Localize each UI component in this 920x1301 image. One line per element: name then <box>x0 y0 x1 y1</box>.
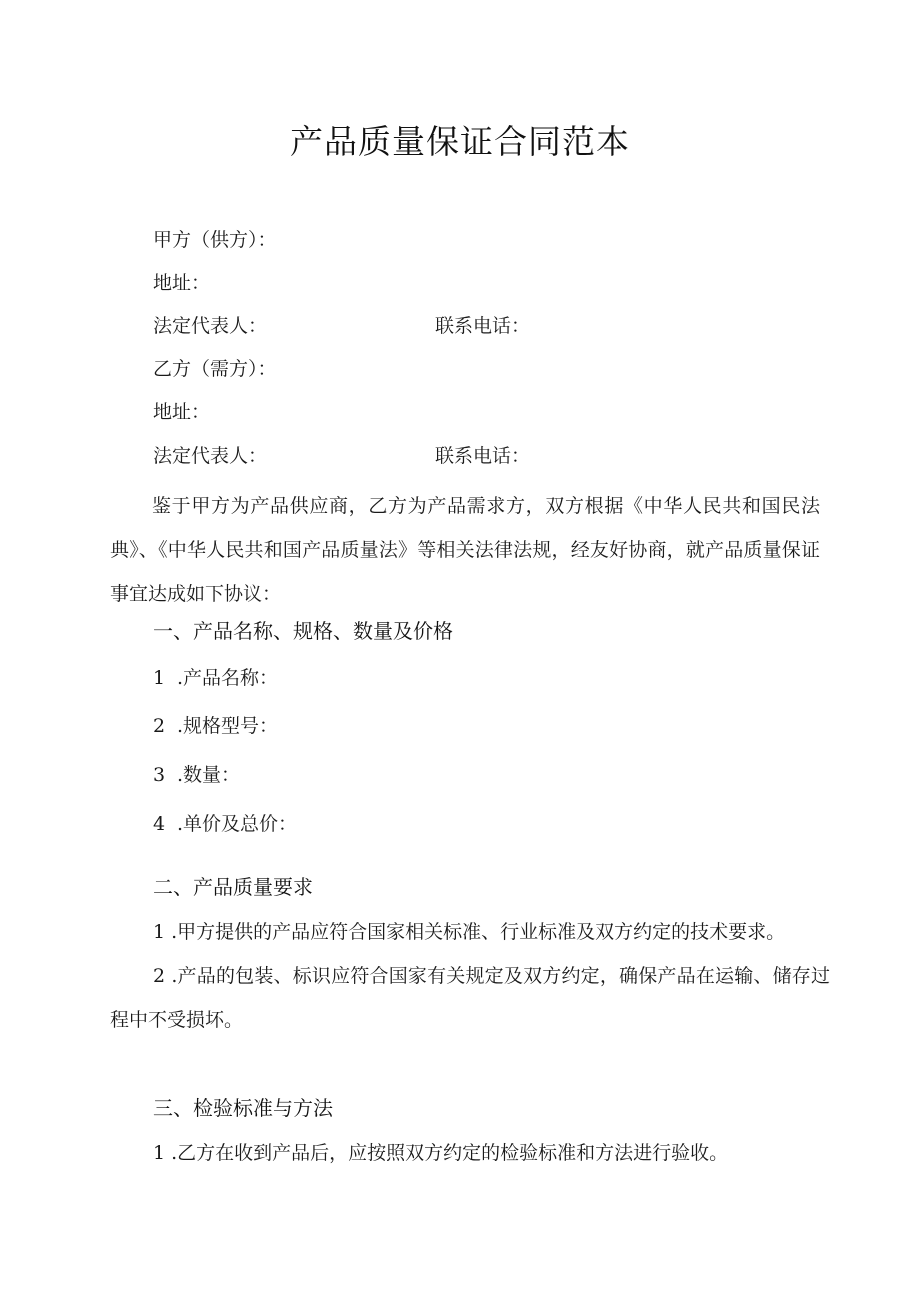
section-3-heading: 三、检验标准与方法 <box>153 1096 333 1120</box>
item-number: 1 <box>153 921 166 943</box>
party-a-name-label: 甲方（供方）： <box>153 229 277 251</box>
intro-paragraph: 鉴于甲方为产品供应商，乙方为产品需求方，双方根据《中华人民共和国民法典》、《中华人民共和国产品质量法》等相关法律法规，经友好协商，就产品质量保证事宜达成如下协议： <box>110 495 820 605</box>
section-1-item <box>153 712 278 740</box>
item-text: .产品名称： <box>177 667 279 689</box>
item-number: 4 <box>153 813 166 835</box>
section-2-item <box>110 910 830 954</box>
section-1-heading: 一、产品名称、规格、数量及价格 <box>153 619 453 643</box>
item-number: 2 <box>153 715 166 737</box>
section-1-item <box>153 664 278 692</box>
party-b-name-label: 乙方（需方）： <box>153 358 277 380</box>
document-title: 产品质量保证合同范本 <box>290 122 630 161</box>
item-text: .乙方在收到产品后，应按照双方约定的检验标准和方法进行验收。 <box>171 1142 729 1164</box>
item-text: .数量： <box>177 764 241 786</box>
party-a-rep-label: 法定代表人： <box>153 315 268 337</box>
section-3-item <box>110 1131 830 1175</box>
item-number: 2 <box>153 965 166 987</box>
item-number: 1 <box>153 1142 166 1164</box>
party-b-phone-label: 联系电话： <box>435 445 531 467</box>
section-2-heading: 二、产品质量要求 <box>153 875 313 899</box>
party-a-address-label: 地址： <box>153 272 211 294</box>
party-b-address-label: 地址： <box>153 401 211 423</box>
section-1-item <box>153 761 240 789</box>
party-a-phone-label: 联系电话： <box>435 315 531 337</box>
party-b-rep-label: 法定代表人： <box>153 445 268 467</box>
item-number: 1 <box>153 667 166 689</box>
item-text: .单价及总价： <box>177 813 298 835</box>
section-2-item <box>110 954 830 1042</box>
item-text: .规格型号： <box>177 715 279 737</box>
item-text: .产品的包装、标识应符合国家有关规定及双方约定，确保产品在运输、储存过程中不受损坏。 <box>110 965 830 1031</box>
item-text: .甲方提供的产品应符合国家相关标准、行业标准及双方约定的技术要求。 <box>171 921 786 943</box>
section-1-item <box>153 810 297 838</box>
item-number: 3 <box>153 764 166 786</box>
